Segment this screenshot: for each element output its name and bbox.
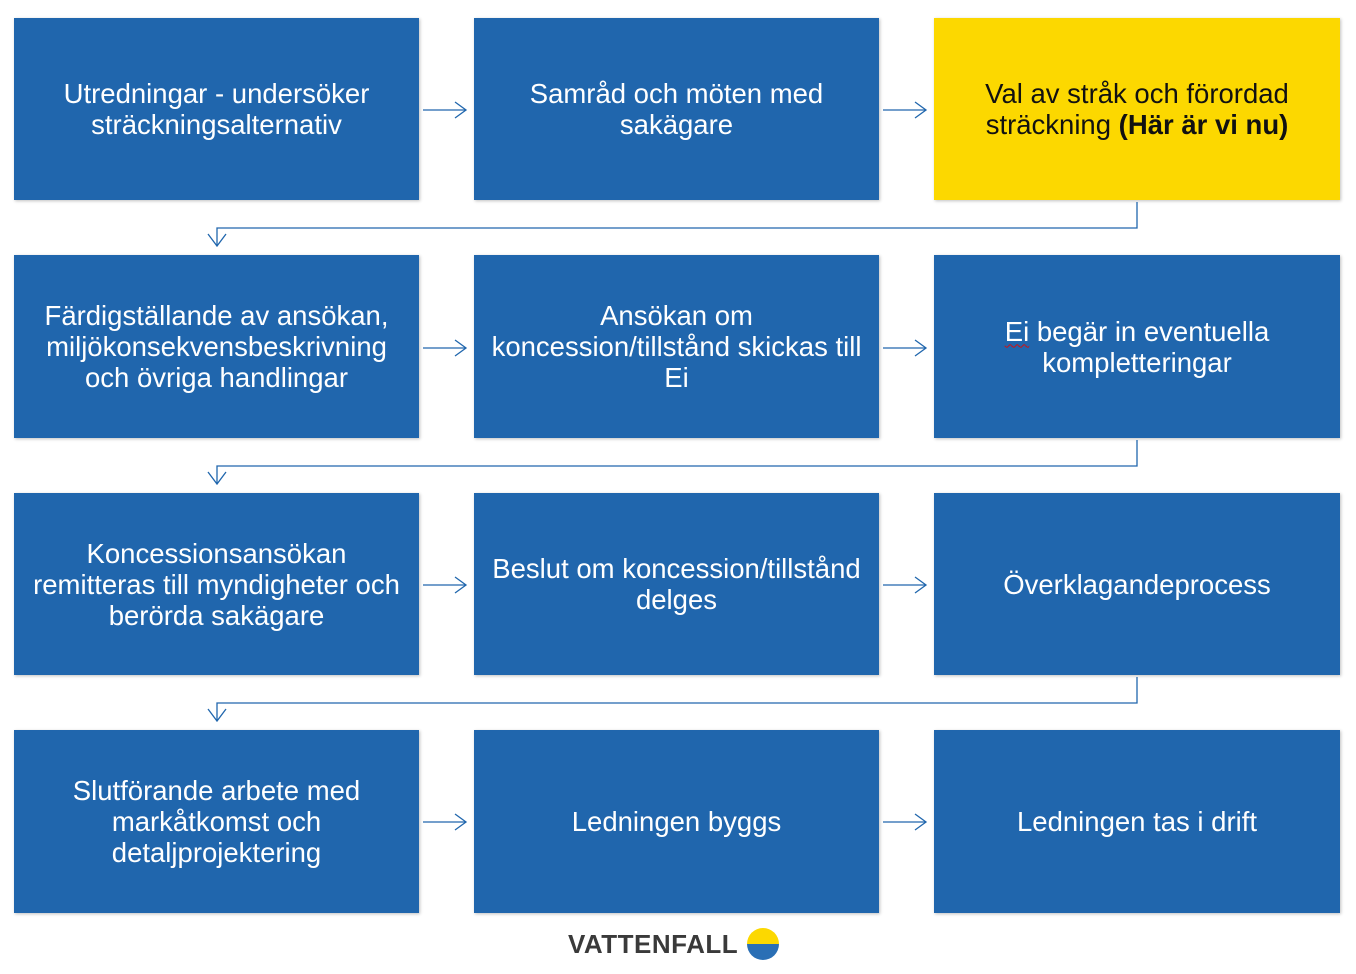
arrow-right-icon [883, 577, 926, 593]
elbow-connector-2-3 [208, 440, 1137, 484]
step-samrad [474, 18, 879, 200]
arrow-right-icon [883, 814, 926, 830]
arrow-right-icon [423, 340, 466, 356]
current-marker: (Här är vi nu) [1118, 109, 1289, 140]
step-label: Överklagandeprocess [1003, 568, 1271, 600]
step-val-av-strak-current [934, 18, 1340, 200]
step-ledningen-byggs [474, 730, 879, 913]
step-kompletteringar [934, 255, 1340, 438]
arrow-right-icon [423, 102, 466, 118]
step-label-text: begär in eventuella kompletteringar [1029, 315, 1270, 378]
step-label: Ansökan om koncession/tillstånd skickas till Ei [491, 300, 862, 393]
step-label-text: Val av stråk och förordad sträckning [985, 78, 1289, 140]
arrow-right-icon [883, 340, 926, 356]
step-beslut [474, 493, 879, 675]
step-label: Samråd och möten med sakägare [529, 78, 824, 140]
step-ansokan [474, 255, 879, 438]
step-label: Utredningar - undersöker sträckningsalternativ [63, 78, 370, 140]
elbow-connector-3-4 [208, 677, 1137, 721]
step-fardigstallande [14, 255, 419, 438]
step-label: Koncessionsansökan remitteras till myndigheter och berörda sakägare [33, 537, 400, 631]
arrow-right-icon [423, 814, 466, 830]
step-label: Slutförande arbete med markåtkomst och detaljprojektering [72, 775, 361, 868]
arrow-right-icon [423, 577, 466, 593]
step-label: Ledningen tas i drift [1016, 806, 1258, 837]
vattenfall-sun-icon [746, 927, 780, 961]
step-label: Färdigställande av ansökan, miljökonsekvensbeskrivning och övriga handlingar [44, 300, 389, 393]
step-utredningar [14, 18, 419, 200]
elbow-connector-1-2 [208, 202, 1137, 246]
step-label-abbr: Ei [1004, 315, 1030, 347]
arrow-right-icon [883, 102, 926, 118]
vattenfall-logo [568, 924, 780, 964]
logo-text: VATTENFALL [568, 928, 739, 959]
step-label [946, 316, 1328, 378]
step-label [946, 78, 1328, 140]
step-overklagande [934, 493, 1340, 675]
step-slutforande [14, 730, 419, 913]
step-label: Beslut om koncession/tillstånd delges [492, 553, 861, 615]
step-remittering [14, 493, 419, 675]
step-label: Ledningen byggs [571, 806, 782, 837]
step-ledningen-i-drift [934, 730, 1340, 913]
